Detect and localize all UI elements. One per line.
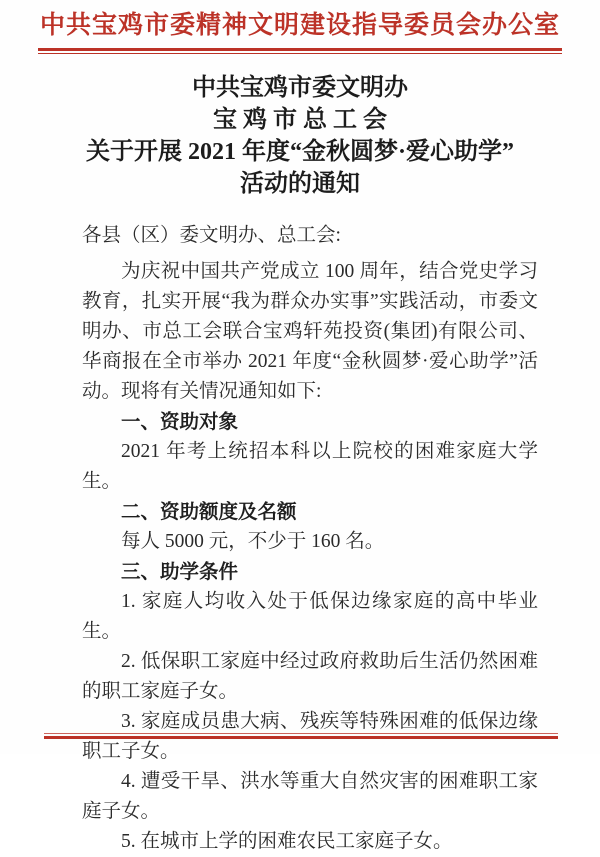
title-line-1: 中共宝鸡市委文明办: [192, 75, 408, 101]
footer-divider: [44, 733, 558, 739]
divider-thick-bar: [38, 48, 562, 51]
document-title: [0, 72, 600, 200]
section-3-item-1: 1. 家庭人均收入处于低保边缘家庭的高中毕业生。: [82, 591, 538, 642]
footer-thin-bar: [44, 733, 558, 734]
section-3-item-2: 2. 低保职工家庭中经过政府救助后生活仍然困难的职工家庭子女。: [82, 651, 538, 702]
letterhead: [0, 0, 600, 54]
section-heading-3: 三、助学条件: [121, 561, 239, 583]
letterhead-divider: [38, 48, 562, 54]
title-line-3: 关于开展 2021 年度“金秋圆梦·爱心助学”: [85, 139, 514, 165]
title-line-2: 宝 鸡 市 总 工 会: [213, 107, 387, 133]
divider-thin-bar: [38, 53, 562, 54]
intro-paragraph: 为庆祝中国共产党成立 100 周年，结合党史学习教育，扎实开展“我为群众办实事”实践活动，市委文明办、市总工会联合宝鸡轩苑投资(集团)有限公司、华商报在全市举办 2021 年度“金秋圆梦·爱心助学”活动。现将有关情况通知如下:: [82, 261, 538, 402]
section-heading-2: 二、资助额度及名额: [121, 501, 297, 523]
section-heading-1: 一、资助对象: [121, 411, 239, 433]
section-3-item-4: 4. 遭受干旱、洪水等重大自然灾害的困难职工家庭子女。: [82, 771, 538, 822]
section-3-item-5: 5. 在城市上学的困难农民工家庭子女。: [121, 831, 453, 852]
section-3-item-3: 3. 家庭成员患大病、残疾等特殊困难的低保边缘职工子女。: [82, 711, 538, 762]
document-body: [0, 221, 600, 857]
section-2-item-1: 每人 5000 元，不少于 160 名。: [121, 531, 385, 552]
title-line-4: 活动的通知: [240, 171, 360, 197]
section-1-item-1: 2021 年考上统招本科以上院校的困难家庭大学生。: [82, 441, 538, 492]
letterhead-org-name: 中共宝鸡市委精神文明建设指导委员会办公室: [39, 12, 560, 39]
footer-thick-bar: [44, 736, 558, 739]
salutation: 各县（区）委文明办、总工会:: [82, 225, 341, 246]
